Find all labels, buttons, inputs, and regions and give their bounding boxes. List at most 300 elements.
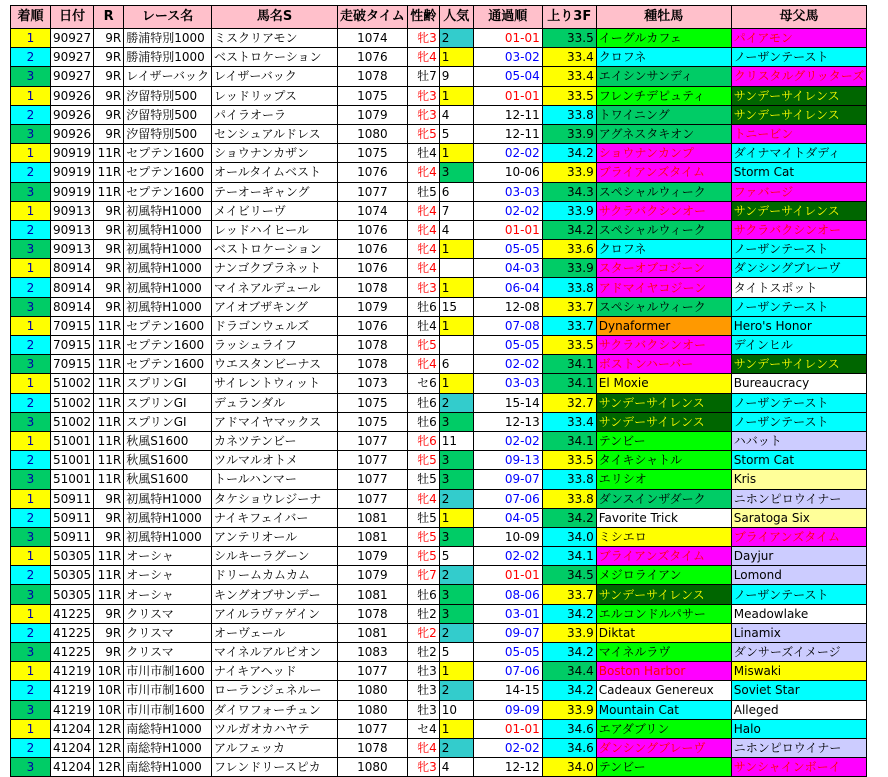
sex-age-cell: 牝3 — [407, 758, 439, 777]
last3f-cell: 33.9 — [542, 259, 596, 278]
race-number-cell: 11R — [94, 336, 124, 355]
race-name-cell: 汐留特別500 — [124, 105, 212, 124]
sex-age-cell: 牝4 — [407, 240, 439, 259]
pos-cell: 1 — [11, 86, 51, 105]
sire-cell: Dynaformer — [596, 316, 731, 335]
date-cell: 80914 — [51, 259, 94, 278]
sire-cell: Diktat — [596, 623, 731, 642]
popularity-cell: 1 — [439, 278, 473, 297]
race-name-cell: セプテン1600 — [124, 163, 212, 182]
pos-cell: 2 — [11, 566, 51, 585]
passing-cell: 12-11 — [473, 105, 542, 124]
race-name-cell: スプリンGI — [124, 393, 212, 412]
date-cell: 50305 — [51, 566, 94, 585]
horse-name-cell: アドマイヤマックス — [212, 412, 338, 431]
damsire-cell: ニホンピロウイナー — [731, 489, 866, 508]
horse-name-cell: デュランダル — [212, 393, 338, 412]
time-cell: 1079 — [338, 547, 408, 566]
last3f-cell: 34.2 — [542, 643, 596, 662]
race-name-cell: スプリンGI — [124, 412, 212, 431]
time-cell: 1083 — [338, 643, 408, 662]
popularity-cell: 1 — [439, 86, 473, 105]
horse-name-cell: ドラゴンウェルズ — [212, 316, 338, 335]
date-cell: 80914 — [51, 278, 94, 297]
time-cell: 1079 — [338, 297, 408, 316]
header-col-date: 日付 — [51, 6, 94, 29]
popularity-cell: 15 — [439, 297, 473, 316]
last3f-cell: 33.8 — [542, 470, 596, 489]
time-cell: 1074 — [338, 201, 408, 220]
last3f-cell: 33.5 — [542, 336, 596, 355]
table-row — [11, 585, 867, 604]
date-cell: 51002 — [51, 393, 94, 412]
popularity-cell: 1 — [439, 144, 473, 163]
sex-age-cell: 牝4 — [407, 48, 439, 67]
damsire-cell: ダンシングブレーヴ — [731, 259, 866, 278]
damsire-cell: Storm Cat — [731, 163, 866, 182]
header-col-damsire: 母父馬 — [731, 6, 866, 29]
date-cell: 80914 — [51, 297, 94, 316]
damsire-cell: タイトスポット — [731, 278, 866, 297]
table-row — [11, 489, 867, 508]
horse-name-cell: ナンゴクプラネット — [212, 259, 338, 278]
pos-cell: 1 — [11, 316, 51, 335]
sex-age-cell: 牝4 — [407, 259, 439, 278]
date-cell: 41219 — [51, 662, 94, 681]
race-number-cell: 11R — [94, 163, 124, 182]
sex-age-cell: 牝6 — [407, 431, 439, 450]
horse-name-cell: ショウナンカザン — [212, 144, 338, 163]
date-cell: 90927 — [51, 67, 94, 86]
passing-cell: 07-08 — [473, 316, 542, 335]
pos-cell: 1 — [11, 489, 51, 508]
popularity-cell: 2 — [439, 623, 473, 642]
time-cell: 1078 — [338, 604, 408, 623]
last3f-cell: 34.2 — [542, 508, 596, 527]
results-body — [11, 29, 867, 777]
horse-name-cell: ウエスタンビーナス — [212, 355, 338, 374]
popularity-cell: 1 — [439, 662, 473, 681]
header-row — [11, 6, 867, 29]
race-number-cell: 9R — [94, 105, 124, 124]
header-col-sire: 種牡馬 — [596, 6, 731, 29]
last3f-cell: 34.1 — [542, 547, 596, 566]
time-cell: 1078 — [338, 355, 408, 374]
passing-cell: 02-02 — [473, 547, 542, 566]
sex-age-cell: 牡6 — [407, 393, 439, 412]
last3f-cell: 33.5 — [542, 29, 596, 48]
horse-name-cell: シルキーラグーン — [212, 547, 338, 566]
sire-cell: トワイニング — [596, 105, 731, 124]
last3f-cell: 34.5 — [542, 566, 596, 585]
pos-cell: 2 — [11, 48, 51, 67]
table-row — [11, 643, 867, 662]
sex-age-cell: 牡4 — [407, 144, 439, 163]
damsire-cell: Soviet Star — [731, 681, 866, 700]
time-cell: 1076 — [338, 220, 408, 239]
time-cell: 1081 — [338, 623, 408, 642]
last3f-cell: 34.6 — [542, 738, 596, 757]
passing-cell: 08-06 — [473, 585, 542, 604]
last3f-cell: 34.2 — [542, 604, 596, 623]
table-row — [11, 623, 867, 642]
header-col-horse-name: 馬名S — [212, 6, 338, 29]
time-cell: 1080 — [338, 124, 408, 143]
race-number-cell: 10R — [94, 662, 124, 681]
horse-name-cell: アイオブザキング — [212, 297, 338, 316]
table-row — [11, 124, 867, 143]
table-row — [11, 182, 867, 201]
race-name-cell: セプテン1600 — [124, 336, 212, 355]
date-cell: 70915 — [51, 316, 94, 335]
race-name-cell: 市川市制1600 — [124, 681, 212, 700]
pos-cell: 2 — [11, 508, 51, 527]
time-cell: 1078 — [338, 278, 408, 297]
last3f-cell: 33.8 — [542, 105, 596, 124]
table-row — [11, 374, 867, 393]
date-cell: 41225 — [51, 604, 94, 623]
sex-age-cell: 牡4 — [407, 316, 439, 335]
race-name-cell: 勝浦特別1000 — [124, 48, 212, 67]
table-row — [11, 201, 867, 220]
sire-cell: スペシャルウィーク — [596, 220, 731, 239]
sire-cell: クロフネ — [596, 48, 731, 67]
popularity-cell: 2 — [439, 738, 473, 757]
passing-cell: 09-13 — [473, 451, 542, 470]
time-cell: 1080 — [338, 758, 408, 777]
sire-cell: サクラバクシンオー — [596, 201, 731, 220]
race-number-cell: 10R — [94, 700, 124, 719]
pos-cell: 3 — [11, 700, 51, 719]
damsire-cell: ハバット — [731, 431, 866, 450]
date-cell: 70915 — [51, 355, 94, 374]
horse-name-cell: サイレントウィット — [212, 374, 338, 393]
race-name-cell: セプテン1600 — [124, 182, 212, 201]
popularity-cell: 1 — [439, 508, 473, 527]
sex-age-cell: 牝4 — [407, 355, 439, 374]
last3f-cell: 33.7 — [542, 316, 596, 335]
race-name-cell: 秋風S1600 — [124, 470, 212, 489]
race-name-cell: セプテン1600 — [124, 316, 212, 335]
time-cell: 1078 — [338, 738, 408, 757]
passing-cell: 02-02 — [473, 355, 542, 374]
passing-cell: 02-02 — [473, 431, 542, 450]
header-col-popularity: 人気 — [439, 6, 473, 29]
race-name-cell: 南総特H1000 — [124, 738, 212, 757]
sex-age-cell: 牝3 — [407, 105, 439, 124]
sire-cell: サンデーサイレンス — [596, 393, 731, 412]
time-cell: 1076 — [338, 240, 408, 259]
damsire-cell: Hero's Honor — [731, 316, 866, 335]
damsire-cell: ブライアンズタイム — [731, 527, 866, 546]
passing-cell: 10-09 — [473, 527, 542, 546]
race-number-cell: 9R — [94, 527, 124, 546]
sire-cell: テンビー — [596, 431, 731, 450]
date-cell: 41219 — [51, 700, 94, 719]
race-number-cell: 9R — [94, 48, 124, 67]
race-name-cell: 初風特H1000 — [124, 240, 212, 259]
horse-name-cell: ドリームカムカム — [212, 566, 338, 585]
last3f-cell: 33.8 — [542, 278, 596, 297]
time-cell: 1080 — [338, 681, 408, 700]
date-cell: 51002 — [51, 412, 94, 431]
popularity-cell: 5 — [439, 124, 473, 143]
damsire-cell: サンデーサイレンス — [731, 86, 866, 105]
race-name-cell: 初風特H1000 — [124, 508, 212, 527]
passing-cell: 01-01 — [473, 86, 542, 105]
popularity-cell: 3 — [439, 163, 473, 182]
pos-cell: 1 — [11, 547, 51, 566]
pos-cell: 2 — [11, 336, 51, 355]
time-cell: 1077 — [338, 662, 408, 681]
popularity-cell: 3 — [439, 604, 473, 623]
date-cell: 51001 — [51, 431, 94, 450]
popularity-cell: 1 — [439, 316, 473, 335]
table-row — [11, 393, 867, 412]
horse-name-cell: マイネアルデュール — [212, 278, 338, 297]
date-cell: 50911 — [51, 508, 94, 527]
race-name-cell: 汐留特別500 — [124, 124, 212, 143]
header-col-race-number: R — [94, 6, 124, 29]
sire-cell: アドマイヤコジーン — [596, 278, 731, 297]
race-name-cell: 秋風S1600 — [124, 451, 212, 470]
damsire-cell: クリスタルグリッターズ — [731, 67, 866, 86]
date-cell: 50305 — [51, 585, 94, 604]
date-cell: 51002 — [51, 374, 94, 393]
race-name-cell: 秋風S1600 — [124, 431, 212, 450]
pos-cell: 3 — [11, 585, 51, 604]
pos-cell: 1 — [11, 431, 51, 450]
race-name-cell: 勝浦特別1000 — [124, 29, 212, 48]
race-number-cell: 12R — [94, 758, 124, 777]
popularity-cell: 6 — [439, 182, 473, 201]
sex-age-cell: 牡3 — [407, 700, 439, 719]
table-row — [11, 144, 867, 163]
popularity-cell: 9 — [439, 67, 473, 86]
sex-age-cell: 牝3 — [407, 278, 439, 297]
popularity-cell: 3 — [439, 527, 473, 546]
sex-age-cell: 牝4 — [407, 201, 439, 220]
popularity-cell: 1 — [439, 374, 473, 393]
damsire-cell: ダイナマイトダディ — [731, 144, 866, 163]
pos-cell: 3 — [11, 67, 51, 86]
passing-cell: 09-07 — [473, 470, 542, 489]
header-col-last3f: 上り3F — [542, 6, 596, 29]
race-number-cell: 11R — [94, 182, 124, 201]
table-row — [11, 336, 867, 355]
passing-cell: 09-07 — [473, 623, 542, 642]
sex-age-cell: 牝3 — [407, 29, 439, 48]
table-row — [11, 738, 867, 757]
horse-name-cell: ツルマルオトメ — [212, 451, 338, 470]
last3f-cell: 33.9 — [542, 623, 596, 642]
sire-cell: エイシンサンディ — [596, 67, 731, 86]
horse-name-cell: オールタイムベスト — [212, 163, 338, 182]
sex-age-cell: 牡3 — [407, 662, 439, 681]
damsire-cell: ファバージ — [731, 182, 866, 201]
race-number-cell: 12R — [94, 738, 124, 757]
popularity-cell: 1 — [439, 240, 473, 259]
sire-cell: スターオブコジーン — [596, 259, 731, 278]
sire-cell: エルコンドルパサー — [596, 604, 731, 623]
last3f-cell: 33.4 — [542, 412, 596, 431]
horse-name-cell: ベストロケーション — [212, 240, 338, 259]
table-row — [11, 527, 867, 546]
time-cell: 1077 — [338, 451, 408, 470]
popularity-cell: 3 — [439, 451, 473, 470]
time-cell: 1077 — [338, 470, 408, 489]
pos-cell: 3 — [11, 527, 51, 546]
popularity-cell: 2 — [439, 566, 473, 585]
popularity-cell: 4 — [439, 758, 473, 777]
table-row — [11, 220, 867, 239]
horse-name-cell: フレンドリースピカ — [212, 758, 338, 777]
sex-age-cell: セ4 — [407, 719, 439, 738]
sire-cell: ボストンハーバー — [596, 355, 731, 374]
pos-cell: 1 — [11, 719, 51, 738]
passing-cell: 12-08 — [473, 297, 542, 316]
damsire-cell: パイアモン — [731, 29, 866, 48]
table-row — [11, 240, 867, 259]
pos-cell: 2 — [11, 393, 51, 412]
horse-name-cell: レッドリップス — [212, 86, 338, 105]
passing-cell: 12-12 — [473, 758, 542, 777]
pos-cell: 3 — [11, 758, 51, 777]
damsire-cell: Linamix — [731, 623, 866, 642]
popularity-cell: 11 — [439, 431, 473, 450]
table-row — [11, 681, 867, 700]
time-cell: 1079 — [338, 566, 408, 585]
pos-cell: 2 — [11, 105, 51, 124]
sire-cell: El Moxie — [596, 374, 731, 393]
race-number-cell: 9R — [94, 623, 124, 642]
table-row — [11, 86, 867, 105]
race-number-cell: 9R — [94, 29, 124, 48]
date-cell: 51001 — [51, 451, 94, 470]
last3f-cell: 33.9 — [542, 163, 596, 182]
popularity-cell: 5 — [439, 547, 473, 566]
sire-cell: クロフネ — [596, 240, 731, 259]
last3f-cell: 34.2 — [542, 681, 596, 700]
header-col-race-name: レース名 — [124, 6, 212, 29]
date-cell: 41219 — [51, 681, 94, 700]
race-name-cell: 南総特H1000 — [124, 758, 212, 777]
date-cell: 90913 — [51, 201, 94, 220]
horse-name-cell: ラッシュライフ — [212, 336, 338, 355]
date-cell: 90927 — [51, 48, 94, 67]
time-cell: 1077 — [338, 719, 408, 738]
sex-age-cell: 牡6 — [407, 297, 439, 316]
last3f-cell: 34.0 — [542, 758, 596, 777]
date-cell: 41204 — [51, 758, 94, 777]
pos-cell: 2 — [11, 163, 51, 182]
time-cell: 1081 — [338, 585, 408, 604]
pos-cell: 3 — [11, 643, 51, 662]
race-number-cell: 9R — [94, 220, 124, 239]
sex-age-cell: 牝3 — [407, 86, 439, 105]
sire-cell: スペシャルウィーク — [596, 297, 731, 316]
damsire-cell: サンシャインボーイ — [731, 758, 866, 777]
date-cell: 50305 — [51, 547, 94, 566]
sire-cell: ダンスインザダーク — [596, 489, 731, 508]
popularity-cell: 1 — [439, 719, 473, 738]
damsire-cell: Meadowlake — [731, 604, 866, 623]
race-name-cell: 初風特H1000 — [124, 297, 212, 316]
last3f-cell: 34.3 — [542, 182, 596, 201]
table-row — [11, 48, 867, 67]
sire-cell: イーグルカフェ — [596, 29, 731, 48]
race-number-cell: 9R — [94, 86, 124, 105]
horse-name-cell: アイルラヴァゲイン — [212, 604, 338, 623]
pos-cell: 2 — [11, 623, 51, 642]
date-cell: 41204 — [51, 738, 94, 757]
popularity-cell: 3 — [439, 470, 473, 489]
last3f-cell: 33.9 — [542, 201, 596, 220]
sex-age-cell: 牝5 — [407, 527, 439, 546]
horse-name-cell: ナイキアヘッド — [212, 662, 338, 681]
time-cell: 1077 — [338, 431, 408, 450]
sex-age-cell: 牝7 — [407, 566, 439, 585]
time-cell: 1076 — [338, 259, 408, 278]
pos-cell: 2 — [11, 451, 51, 470]
time-cell: 1078 — [338, 67, 408, 86]
popularity-cell: 2 — [439, 681, 473, 700]
last3f-cell: 33.4 — [542, 48, 596, 67]
table-row — [11, 297, 867, 316]
date-cell: 90926 — [51, 105, 94, 124]
passing-cell: 05-05 — [473, 643, 542, 662]
table-row — [11, 470, 867, 489]
race-name-cell: スプリンGI — [124, 374, 212, 393]
table-row — [11, 278, 867, 297]
sire-cell: エアダブリン — [596, 719, 731, 738]
passing-cell: 07-06 — [473, 662, 542, 681]
race-name-cell: 市川市制1600 — [124, 700, 212, 719]
passing-cell: 05-05 — [473, 336, 542, 355]
time-cell: 1077 — [338, 489, 408, 508]
sex-age-cell: 牡2 — [407, 643, 439, 662]
race-number-cell: 11R — [94, 393, 124, 412]
date-cell: 51001 — [51, 470, 94, 489]
damsire-cell: トニービン — [731, 124, 866, 143]
time-cell: 1080 — [338, 700, 408, 719]
sex-age-cell: 牝5 — [407, 547, 439, 566]
passing-cell: 01-01 — [473, 719, 542, 738]
last3f-cell: 34.1 — [542, 431, 596, 450]
race-name-cell: 初風特H1000 — [124, 220, 212, 239]
pos-cell: 2 — [11, 220, 51, 239]
horse-name-cell: タケショウレジーナ — [212, 489, 338, 508]
last3f-cell: 33.7 — [542, 585, 596, 604]
last3f-cell: 33.4 — [542, 67, 596, 86]
header-col-pos: 着順 — [11, 6, 51, 29]
last3f-cell: 34.4 — [542, 662, 596, 681]
race-number-cell: 9R — [94, 297, 124, 316]
race-number-cell: 11R — [94, 374, 124, 393]
race-number-cell: 9R — [94, 201, 124, 220]
sex-age-cell: 牡2 — [407, 604, 439, 623]
sex-age-cell: 牡6 — [407, 585, 439, 604]
pos-cell: 1 — [11, 662, 51, 681]
sire-cell: サンデーサイレンス — [596, 412, 731, 431]
passing-cell: 05-04 — [473, 67, 542, 86]
date-cell: 90919 — [51, 182, 94, 201]
race-number-cell: 11R — [94, 547, 124, 566]
horse-name-cell: メイビリーヴ — [212, 201, 338, 220]
pos-cell: 1 — [11, 374, 51, 393]
horse-name-cell: ローランジェネルー — [212, 681, 338, 700]
last3f-cell: 32.7 — [542, 393, 596, 412]
